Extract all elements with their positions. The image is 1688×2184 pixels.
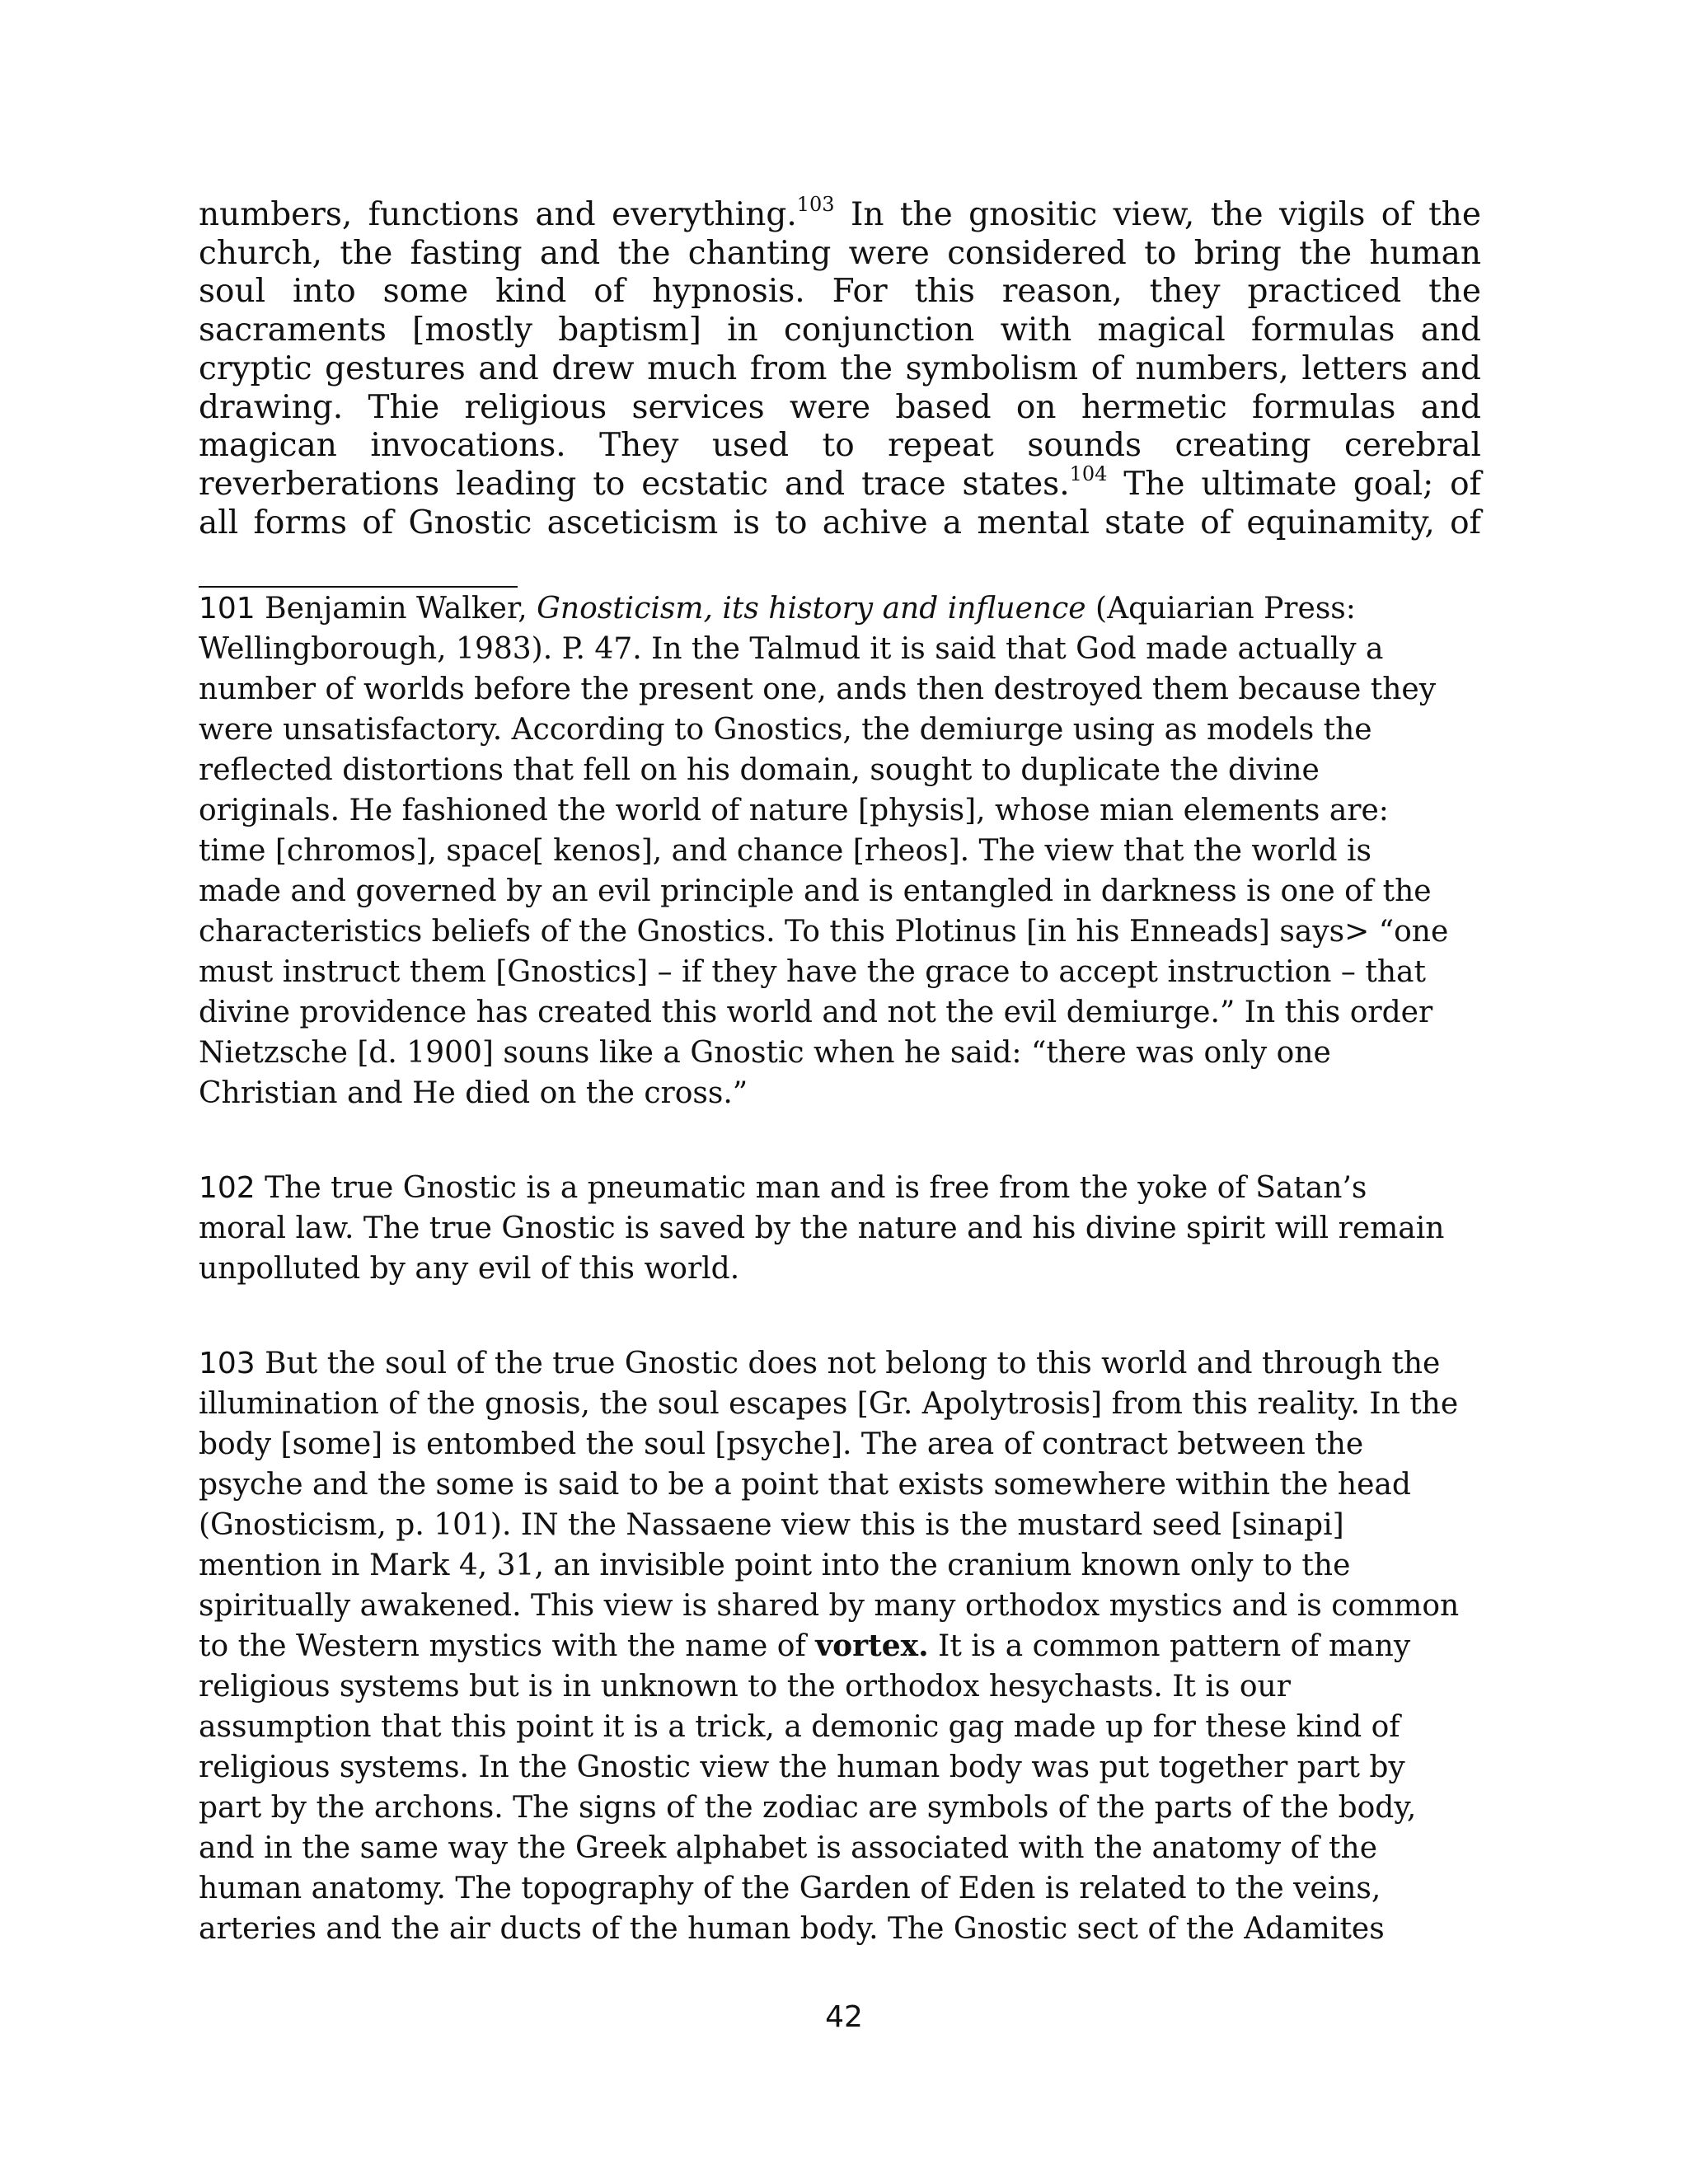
footnote-line: divine providence has created this world and not the evil demiurge.” In this order xyxy=(199,996,1433,1029)
body-line: all forms of Gnostic asceticism is to achive a mental state of equinamity, of xyxy=(199,504,1481,541)
footnote-line: assumption that this point it is a trick, a demonic gag made up for these kind of xyxy=(199,1710,1400,1744)
footnote-number: 102 xyxy=(199,1171,256,1205)
footnote-line: reflected distortions that fell on his domain, sought to duplicate the divine xyxy=(199,753,1320,787)
footnote-line: religious systems but is in unknown to the orthodox hesychasts. It is our xyxy=(199,1670,1291,1704)
body-line: soul into some kind of hypnosis. For this reason, they practiced the xyxy=(199,273,1481,311)
footnote-line: Wellingborough, 1983). P. 47. In the Talmud it is said that God made actually a xyxy=(199,632,1384,666)
emphasis-term: vortex. xyxy=(815,1629,929,1663)
footnote-line: number of worlds before the present one, ands then destroyed them because they xyxy=(199,673,1437,706)
footnote-line: body [some] is entombed the soul [psyche]. The area of contract between the xyxy=(199,1427,1364,1461)
footnote-line: psyche and the some is said to be a point that exists somewhere within the head xyxy=(199,1468,1411,1502)
footnote-line: arteries and the air ducts of the human body. The Gnostic sect of the Adamites xyxy=(199,1912,1385,1946)
footnote-line: Christian and He died on the cross.” xyxy=(199,1076,748,1110)
footnote-line: must instruct them [Gnostics] – if they have the grace to accept instruction – that xyxy=(199,955,1426,989)
body-line: magican invocations. They used to repeat sounds creating cerebral xyxy=(199,427,1481,465)
body-line: sacraments [mostly baptism] in conjunction with magical formulas and xyxy=(199,312,1481,349)
footnote-ref: 104 xyxy=(1069,462,1108,485)
footnote-line: and in the same way the Greek alphabet is associated with the anatomy of the xyxy=(199,1831,1378,1865)
footnote-number: 101 xyxy=(199,592,256,626)
footnote-separator xyxy=(199,586,518,588)
book-title: Gnosticism, its history and influence xyxy=(537,592,1086,626)
footnote-line: religious systems. In the Gnostic view the human body was put together part by xyxy=(199,1750,1405,1784)
footnote-line: spiritually awakened. This view is shared by many orthodox mystics and is common xyxy=(199,1589,1460,1623)
footnote-number: 103 xyxy=(199,1347,256,1380)
footnote-101 xyxy=(199,588,1517,1113)
footnote-line: time [chromos], space[ kenos], and chance [rheos]. The view that the world is xyxy=(199,834,1372,868)
footnote-line: Nietzsche [d. 1900] souns like a Gnostic when he said: “there was only one xyxy=(199,1036,1331,1070)
footnote-line: 103 But the soul of the true Gnostic does not belong to this world and through the xyxy=(199,1347,1441,1380)
footnote-line: 102 The true Gnostic is a pneumatic man and is free from the yoke of Satan’s xyxy=(199,1171,1367,1205)
footnote-line: were unsatisfactory. According to Gnostics, the demiurge using as models the xyxy=(199,713,1372,747)
body-line: church, the fasting and the chanting were considered to bring the human xyxy=(199,234,1481,272)
footnote-line: unpolluted by any evil of this world. xyxy=(199,1252,740,1286)
body-line: drawing. Thie religious services were based on hermetic formulas and xyxy=(199,388,1481,426)
footnote-ref: 103 xyxy=(796,193,835,216)
footnote-line: to the Western mystics with the name of vortex. It is a common pattern of many xyxy=(199,1629,1411,1663)
footnote-line: originals. He fashioned the world of nature [physis], whose mian elements are: xyxy=(199,794,1389,827)
body-line: cryptic gestures and drew much from the symbolism of numbers, letters and xyxy=(199,349,1481,387)
footnote-line: characteristics beliefs of the Gnostics. To this Plotinus [in his Enneads] says> “one xyxy=(199,915,1449,949)
page-number: 42 xyxy=(825,2000,863,2034)
body-line: reverberations leading to ecstatic and trace states.$^{104}$ The ultimate goal; of xyxy=(199,462,1482,503)
footnote-line: human anatomy. The topography of the Garden of Eden is related to the veins, xyxy=(199,1872,1381,1905)
body-text xyxy=(199,193,1482,542)
footnote-103 xyxy=(199,1343,1517,1949)
footnote-line: mention in Mark 4, 31, an invisible point into the cranium known only to the xyxy=(199,1549,1351,1582)
footnote-line: made and governed by an evil principle and is entangled in darkness is one of the xyxy=(199,874,1432,908)
footnote-line: 101 Benjamin Walker, Gnosticism, its history and influence (Aquiarian Press: xyxy=(199,592,1356,626)
body-line: numbers, functions and everything.$^{103}$ In the gnositic view, the vigils of the xyxy=(199,193,1481,233)
footnote-line: part by the archons. The signs of the zodiac are symbols of the parts of the body, xyxy=(199,1791,1417,1825)
footnote-line: (Gnosticism, p. 101). IN the Nassaene view this is the mustard seed [sinapi] xyxy=(199,1508,1344,1542)
footnote-102 xyxy=(199,1168,1517,1289)
footnote-line: illumination of the gnosis, the soul escapes [Gr. Apolytrosis] from this reality. In the xyxy=(199,1387,1459,1421)
footnote-line: moral law. The true Gnostic is saved by the nature and his divine spirit will remain xyxy=(199,1212,1445,1245)
footnotes xyxy=(199,588,1517,1949)
